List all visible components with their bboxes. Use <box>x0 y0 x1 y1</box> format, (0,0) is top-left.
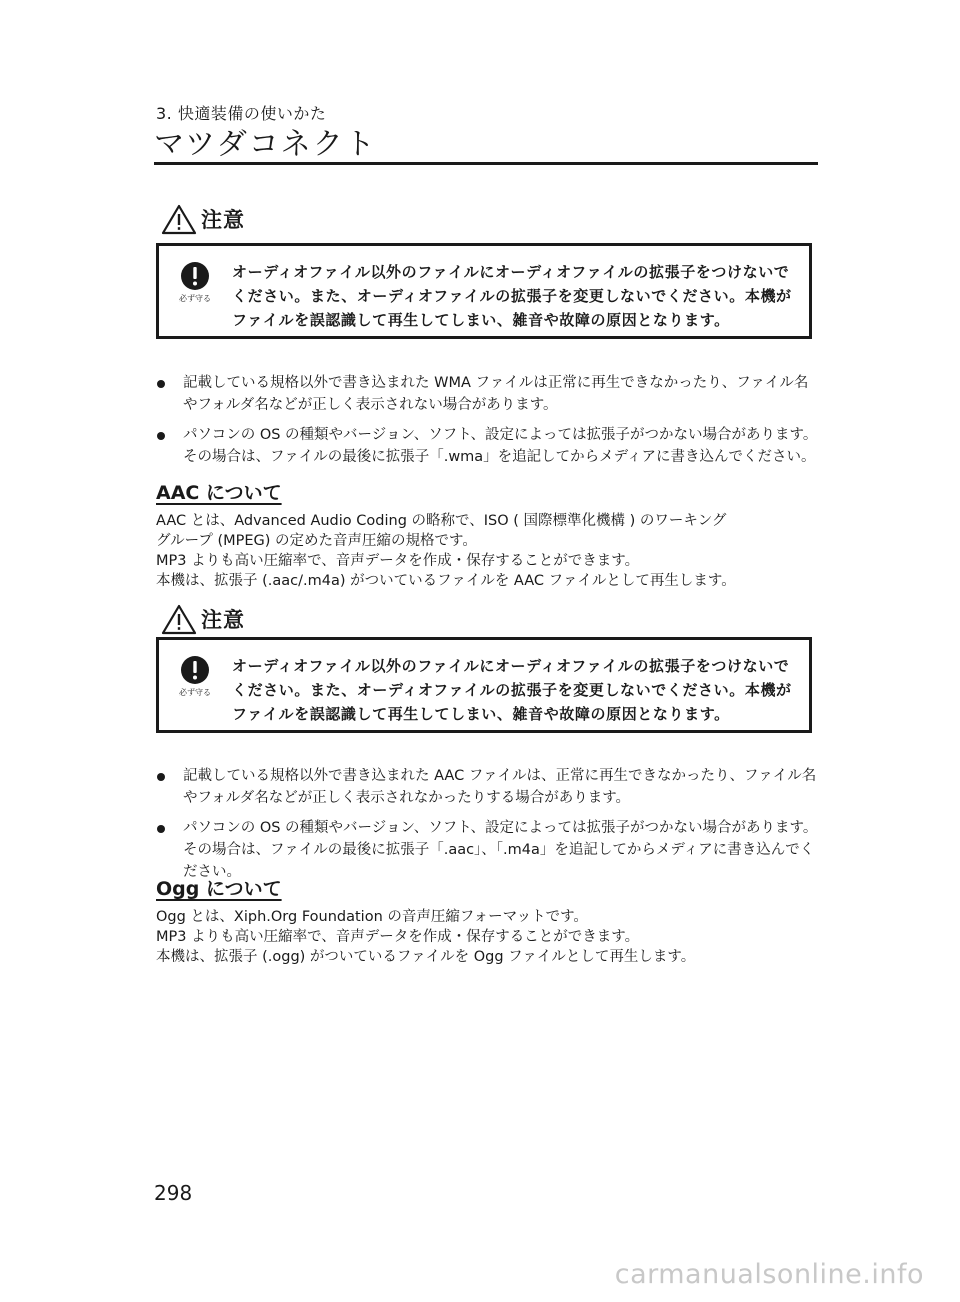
warning-triangle-icon <box>161 203 197 235</box>
list-item-text: パソコンの OS の種類やバージョン、ソフト、設定によっては拡張子がつかない場合があります。その場合は、ファイルの最後に拡張子「.aac」、「.m4a」を追記してからメディアに書き込んでください。 <box>183 820 818 880</box>
list-item <box>156 765 820 809</box>
page-title: マツダコネクト <box>154 127 377 162</box>
exclamation-circle-icon <box>179 260 211 292</box>
must-do-mark <box>175 260 215 304</box>
aac-description <box>156 511 820 591</box>
caution-heading <box>161 203 245 235</box>
warning-triangle-icon <box>161 603 197 635</box>
list-item <box>156 424 820 468</box>
paragraph-line: 本機は、拡張子 (.ogg) がついているファイルを Ogg ファイルとして再生します。 <box>156 949 696 965</box>
bullet-icon <box>157 773 165 781</box>
caution-label: 注意 <box>201 208 245 232</box>
wma-notes-list <box>156 372 820 476</box>
bullet-icon <box>157 825 165 833</box>
chapter-label: 3. 快適装備の使いかた <box>156 104 327 123</box>
caution-box <box>156 637 812 733</box>
paragraph-line: 本機は、拡張子 (.aac/.m4a) がついているファイルを AAC ファイルとして再生します。 <box>156 573 736 589</box>
list-item-text: 記載している規格以外で書き込まれた AAC ファイルは、正常に再生できなかったり、ファイル名やフォルダ名などが正しく表示されなかったりする場合があります。 <box>183 768 817 806</box>
paragraph-line: MP3 よりも高い圧縮率で、音声データを作成・保存することができます。 <box>156 929 640 945</box>
list-item-text: 記載している規格以外で書き込まれた WMA ファイルは正常に再生できなかったり、ファイル名やフォルダ名などが正しく表示されない場合があります。 <box>183 375 809 413</box>
bullet-icon <box>157 432 165 440</box>
ogg-section-heading: Ogg について <box>156 878 282 900</box>
caution-text: オーディオファイル以外のファイルにオーディオファイルの拡張子をつけないでください。また、オーディオファイルの拡張子を変更しないでください。本機がファイルを誤認識して再生してしまい、雑音や故障の原因となります。 <box>232 263 792 329</box>
aac-section-heading: AAC について <box>156 482 282 504</box>
caution-text: オーディオファイル以外のファイルにオーディオファイルの拡張子をつけないでください。また、オーディオファイルの拡張子を変更しないでください。本機がファイルを誤認識して再生してしまい、雑音や故障の原因となります。 <box>232 657 792 723</box>
title-divider <box>154 162 818 165</box>
ogg-description <box>156 907 820 967</box>
bullet-icon <box>157 380 165 388</box>
watermark: carmanualsonline.info <box>614 1259 924 1290</box>
caution-heading <box>161 603 245 635</box>
list-item <box>156 372 820 416</box>
caution-label: 注意 <box>201 608 245 632</box>
paragraph-line: グループ (MPEG) の定めた音声圧縮の規格です。 <box>156 533 477 549</box>
must-do-mark <box>175 654 215 698</box>
paragraph-line: AAC とは、Advanced Audio Coding の略称で、ISO ( 国際標準化機構 ) のワーキング <box>156 513 727 529</box>
paragraph-line: Ogg とは、Xiph.Org Foundation の音声圧縮フォーマットです。 <box>156 909 588 925</box>
aac-notes-list <box>156 765 820 891</box>
paragraph-line: MP3 よりも高い圧縮率で、音声データを作成・保存することができます。 <box>156 553 640 569</box>
must-do-label: 必ず守る <box>179 294 211 303</box>
exclamation-circle-icon <box>179 654 211 686</box>
must-do-label: 必ず守る <box>179 688 211 697</box>
page-number: 298 <box>154 1181 193 1205</box>
list-item-text: パソコンの OS の種類やバージョン、ソフト、設定によっては拡張子がつかない場合があります。その場合は、ファイルの最後に拡張子「.wma」を追記してからメディアに書き込んでください。 <box>183 427 818 465</box>
caution-box <box>156 243 812 339</box>
